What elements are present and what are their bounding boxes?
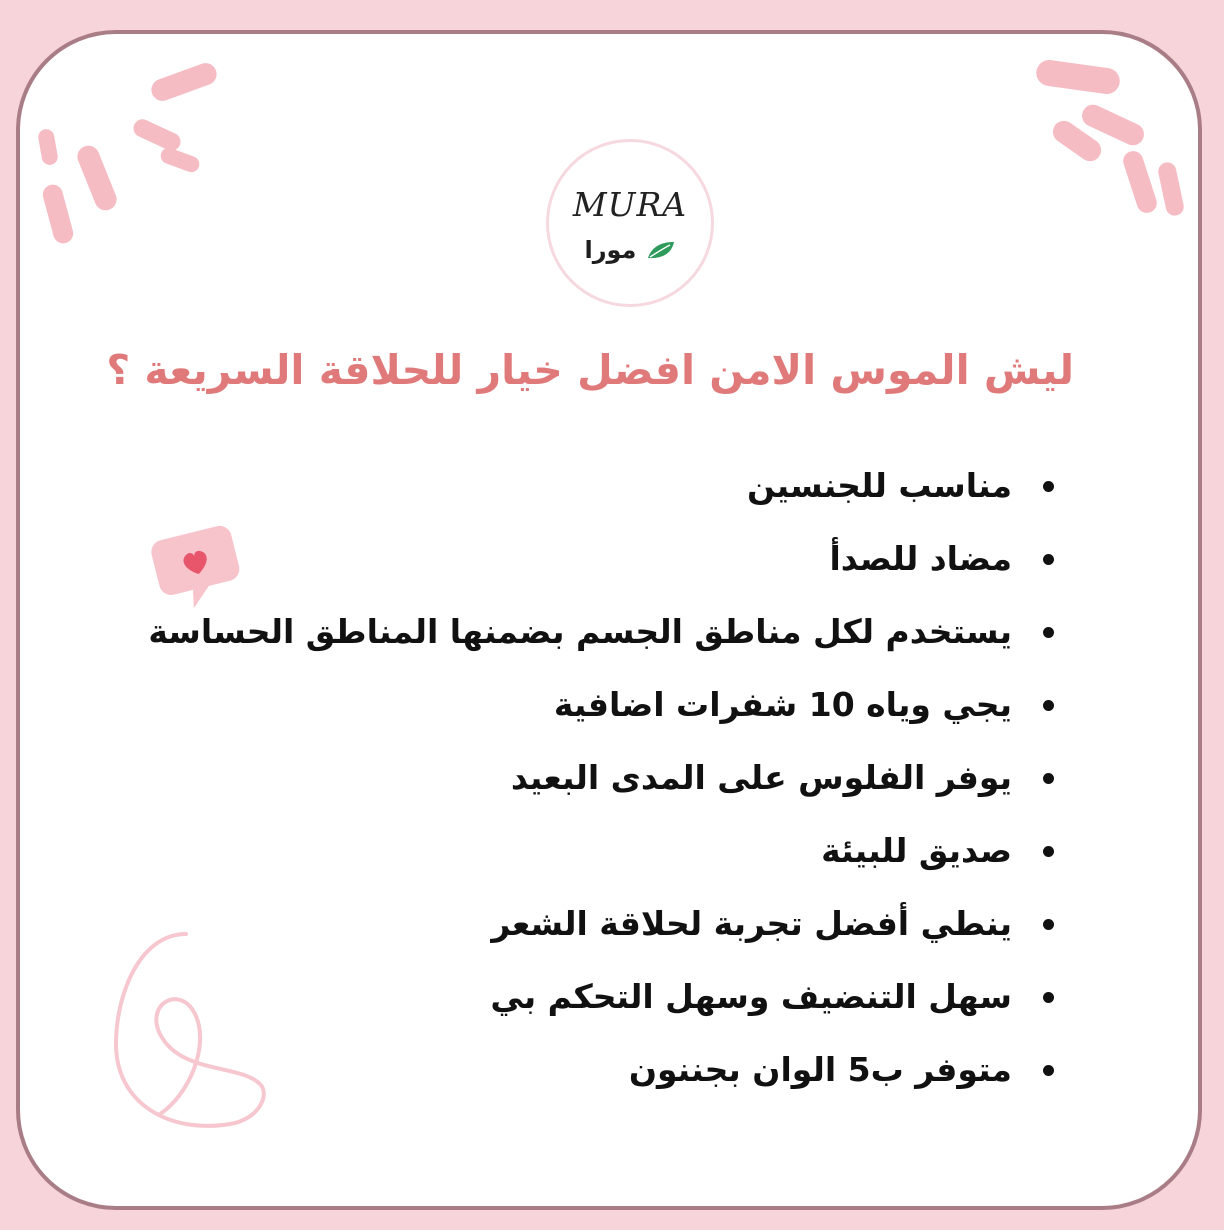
brand-logo: [546, 139, 714, 307]
list-item: [148, 454, 1054, 527]
feature-text: مناسب للجنسين: [746, 466, 1012, 505]
brand-name-latin: MURA: [572, 185, 688, 224]
list-item: [148, 527, 1054, 600]
feature-text: يوفر الفلوس على المدى البعيد: [510, 758, 1012, 797]
brand-arabic-row: [549, 238, 711, 262]
list-item: [148, 819, 1054, 892]
feature-text: سهل التنضيف وسهل التحكم بي: [490, 977, 1012, 1016]
brand-name-arabic: مورا: [584, 236, 637, 264]
bullet-icon: [1043, 481, 1054, 492]
list-item: [148, 1038, 1054, 1111]
leaf-icon: [646, 240, 676, 260]
feature-text: متوفر ب5 الوان بجننون: [628, 1050, 1012, 1089]
feature-text: مضاد للصدأ: [829, 539, 1012, 578]
bullet-icon: [1043, 919, 1054, 930]
bullet-icon: [1043, 992, 1054, 1003]
bullet-icon: [1043, 846, 1054, 857]
features-list: [148, 454, 1054, 1111]
list-item: [148, 892, 1054, 965]
list-item: [148, 965, 1054, 1038]
page-title: ليش الموس الامن افضل خيار للحلاقة السريعة ؟: [106, 346, 1074, 394]
feature-text: ينطي أفضل تجربة لحلاقة الشعر: [491, 904, 1012, 943]
bullet-icon: [1043, 773, 1054, 784]
list-item: [148, 673, 1054, 746]
bullet-icon: [1043, 1065, 1054, 1076]
bullet-icon: [1043, 627, 1054, 638]
feature-text: صديق للبيئة: [821, 831, 1012, 870]
feature-text: يستخدم لكل مناطق الجسم بضمنها المناطق الحساسة: [148, 612, 1012, 651]
bullet-icon: [1043, 700, 1054, 711]
list-item: [148, 746, 1054, 819]
sparkle-decoration-top-left: [20, 34, 280, 264]
feature-text: يجي وياه 10 شفرات اضافية: [553, 685, 1012, 724]
list-item: [148, 600, 1054, 673]
bullet-icon: [1043, 554, 1054, 565]
